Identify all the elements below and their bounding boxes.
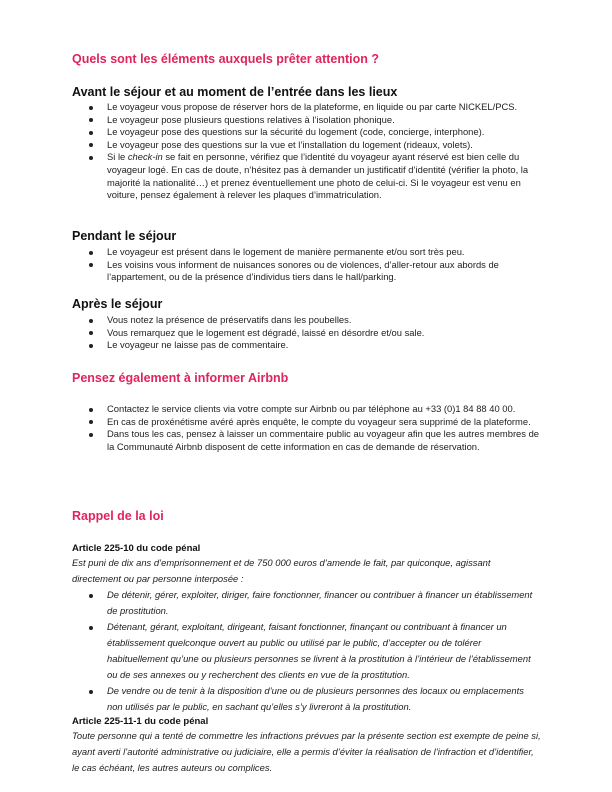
section-apres-list	[72, 314, 542, 352]
section-avant-list	[72, 101, 542, 202]
bullet-icon	[89, 420, 93, 424]
bullet-icon	[89, 594, 93, 598]
list-item-checkin: Si le check-in se fait en personne, vérifiez que l’identité du voyageur ayant réservé est bien celle du voyageur logé. En cas de doute, n’hésitez pas à demander un justificatif d’identité (vérifier la photo, la majorité la nationalité…) et prenez éventuellement une photo de celui-ci. Si le voyageur est venu en voiture, pensez également à relever les plaques d’immatriculation.	[72, 151, 542, 201]
section-pendant-list	[72, 246, 542, 284]
bullet-icon	[89, 118, 93, 122]
list-item: Les voisins vous informent de nuisances sonores ou de violences, d’aller-retour aux abords de l’appartement, ou de la présence d’individus tiers dans le hall/parking.	[72, 259, 542, 284]
article-225-11-1-title: Article 225-11-1 du code pénal	[72, 716, 209, 727]
list-item: Le voyageur vous propose de réserver hors de la plateforme, en liquide ou par carte NICKEL/PCS.	[72, 101, 542, 114]
bullet-icon	[89, 690, 93, 694]
list-item: En cas de proxénétisme avéré après enquête, le compte du voyageur sera supprimé de la plateforme.	[72, 416, 542, 429]
list-item: Le voyageur pose des questions sur la sécurité du logement (code, concierge, interphone).	[72, 126, 542, 139]
list-item: Contactez le service clients via votre compte sur Airbnb ou par téléphone au +33 (0)1 84 88 40 00.	[72, 403, 542, 416]
bullet-icon	[89, 331, 93, 335]
list-item: Détenant, gérant, exploitant, dirigeant, faisant fonctionner, finançant ou contribuant à financer un établissement quelconque ouvert au public ou utilisé par le public, d’accepter ou de tolérer habituellement qu’une ou plusieurs personnes se livrent à la prostitution à l’intérieur de l’établissement ou de ses annexes ou y recherchent des clients en vue de la prostitution.	[72, 619, 542, 683]
bullet-icon	[89, 131, 93, 135]
bullet-icon	[89, 251, 93, 255]
section-pendant-title: Pendant le séjour	[72, 229, 177, 243]
bullet-icon	[89, 408, 93, 412]
list-item: Le voyageur pose des questions sur la vue et l’installation du logement (rideaux, volets).	[72, 139, 542, 152]
main-title: Quels sont les éléments auxquels prêter attention ?	[72, 52, 380, 66]
bullet-icon	[89, 106, 93, 110]
article-225-10-title: Article 225-10 du code pénal	[72, 543, 201, 554]
section-apres-title: Après le séjour	[72, 297, 163, 311]
section-avant-title: Avant le séjour et au moment de l’entrée dans les lieux	[72, 85, 398, 99]
list-item: Dans tous les cas, pensez à laisser un commentaire public au voyageur afin que les autres membres de la Communauté Airbnb disposent de cette information en cas de demande de réservation.	[72, 428, 542, 453]
bullet-icon	[89, 263, 93, 267]
article-225-10-intro: Est puni de dix ans d’emprisonnement et de 750 000 euros d’amende le fait, par quiconque, agissant directement ou par personne interposée :	[72, 557, 491, 584]
bullet-icon	[89, 319, 93, 323]
list-item: Vous notez la présence de préservatifs dans les poubelles.	[72, 314, 542, 327]
list-item: Vous remarquez que le logement est dégradé, laissé en désordre et/ou sale.	[72, 327, 542, 340]
bullet-icon	[89, 143, 93, 147]
list-item: Le voyageur ne laisse pas de commentaire.	[72, 339, 542, 352]
list-item: Le voyageur est présent dans le logement de manière permanente et/ou sort très peu.	[72, 246, 542, 259]
bullet-icon	[89, 433, 93, 437]
section-loi-title: Rappel de la loi	[72, 509, 164, 523]
bullet-icon	[89, 156, 93, 160]
list-item: De détenir, gérer, exploiter, diriger, faire fonctionner, financer ou contribuer à financer un établissement de prostitution.	[72, 587, 542, 619]
list-item: De vendre ou de tenir à la disposition d’une ou de plusieurs personnes des locaux ou emplacements non utilisés par le public, en sachant qu’elles s’y livreront à la prostitution.	[72, 683, 542, 715]
section-informer-title: Pensez également à informer Airbnb	[72, 371, 289, 385]
section-informer-list	[72, 403, 542, 453]
article-225-10-list	[72, 587, 542, 715]
bullet-icon	[89, 626, 93, 630]
bullet-icon	[89, 344, 93, 348]
list-item: Le voyageur pose plusieurs questions relatives à l’isolation phonique.	[72, 114, 542, 127]
article-225-11-1-text: Toute personne qui a tenté de commettre les infractions prévues par la présente section est exempte de peine si, ayant averti l’autorité administrative ou judiciaire, elle a permis d’éviter la réalisation de l’infraction et d’identifier, le cas échéant, les autres auteurs ou complices.	[72, 730, 541, 773]
